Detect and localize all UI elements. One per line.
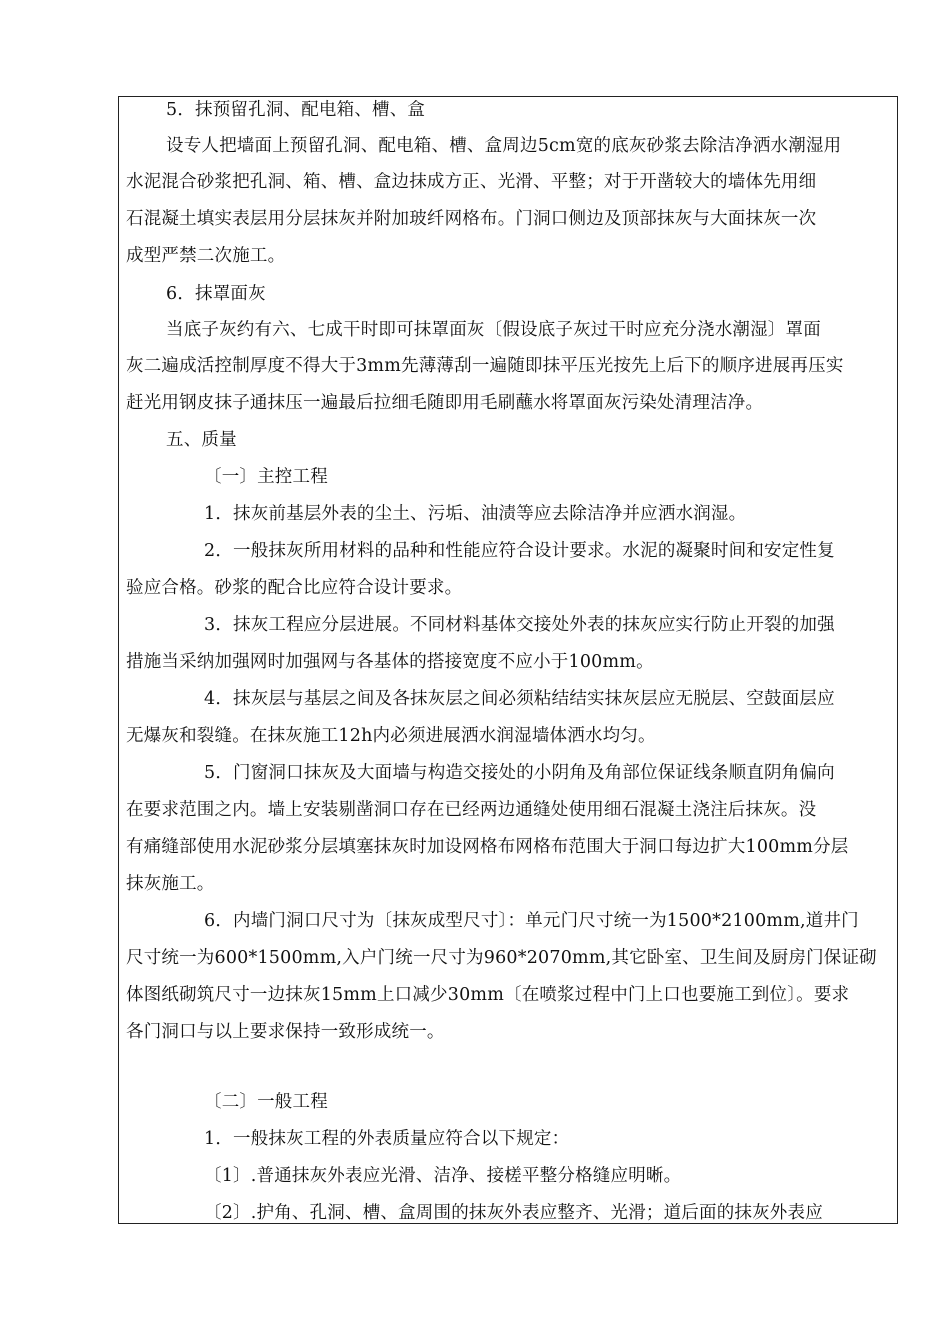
paragraph-line: 6．内墙门洞口尺寸为〔抹灰成型尺寸〕：单元门尺寸统一为1500*2100mm,道井门 [204,911,859,931]
paragraph-line: 水泥混合砂浆把孔洞、箱、槽、盒边抹成方正、光滑、平整；对于开凿较大的墙体先用细 [126,172,817,192]
paragraph-line: 当底子灰约有六、七成干时即可抹罩面灰〔假设底子灰过干时应充分浇水潮湿〕罩面 [166,320,821,340]
paragraph-line: 尺寸统一为600*1500mm,入户门统一尺寸为960*2070mm,其它卧室、卫生间及厨房门保证砌 [126,948,877,968]
paragraph-line: 5．门窗洞口抹灰及大面墙与构造交接处的小阴角及角部位保证线条顺直阴角偏向 [204,763,835,783]
paragraph-line: 在要求范围之内。墙上安装剔凿洞口存在已经两边通缝处使用细石混凝土浇注后抹灰。没 [126,800,817,820]
heading-item-5: 5．抹预留孔洞、配电箱、槽、盒 [166,100,426,120]
paragraph-line: 有痛缝部使用水泥砂浆分层填塞抹灰时加设网格布网格布范围大于洞口每边扩大100mm分层 [126,837,849,857]
paragraph-line: 各门洞口与以上要求保持一致形成统一。 [126,1022,445,1042]
paragraph-line: 3．抹灰工程应分层进展。不同材料基体交接处外表的抹灰应实行防止开裂的加强 [204,615,835,635]
paragraph-line: 〔1〕.普通抹灰外表应光滑、洁净、接槎平整分格缝应明晰。 [204,1166,682,1186]
paragraph-line: 措施当采纳加强网时加强网与各基体的搭接宽度不应小于100mm。 [126,652,654,672]
paragraph-line: 石混凝土填实表层用分层抹灰并附加玻纤网格布。门洞口侧边及顶部抹灰与大面抹灰一次 [126,209,817,229]
heading-item-6: 6．抹罩面灰 [166,284,266,304]
paragraph-line: 验应合格。砂浆的配合比应符合设计要求。 [126,578,463,598]
paragraph-line: 设专人把墙面上预留孔洞、配电箱、槽、盒周边5cm宽的底灰砂浆去除洁净洒水潮湿用 [166,136,842,156]
paragraph-line: 体图纸砌筑尺寸一边抹灰15mm上口减少30mm〔在喷浆过程中门上口也要施工到位〕。要求 [126,985,850,1005]
paragraph-line: 赶光用钢皮抹子通抹压一遍最后拉细毛随即用毛刷蘸水将罩面灰污染处清理洁净。 [126,393,764,413]
subsection-heading: 〔二〕一般工程 [204,1092,328,1112]
paragraph-line: 4．抹灰层与基层之间及各抹灰层之间必须粘结结实抹灰层应无脱层、空鼓面层应 [204,689,835,709]
paragraph-line: 灰二遍成活控制厚度不得大于3mm先薄薄刮一遍随即抹平压光按先上后下的顺序进展再压实 [126,356,844,376]
section-heading: 五、质量 [166,430,237,450]
paragraph-line: 〔2〕.护角、孔洞、槽、盒周围的抹灰外表应整齐、光滑；道后面的抹灰外表应 [204,1203,823,1223]
paragraph-line: 2．一般抹灰所用材料的品种和性能应符合设计要求。水泥的凝聚时间和安定性复 [204,541,835,561]
paragraph-line: 1．抹灰前基层外表的尘土、污垢、油渍等应去除洁净并应洒水润湿。 [204,504,747,524]
paragraph-line: 1．一般抹灰工程的外表质量应符合以下规定： [204,1129,570,1149]
paragraph-line: 成型严禁二次施工。 [126,246,286,266]
paragraph-line: 无爆灰和裂缝。在抹灰施工12h内必须进展洒水润湿墙体洒水均匀。 [126,726,656,746]
subsection-heading: 〔一〕主控工程 [204,467,328,487]
paragraph-line: 抹灰施工。 [126,874,215,894]
